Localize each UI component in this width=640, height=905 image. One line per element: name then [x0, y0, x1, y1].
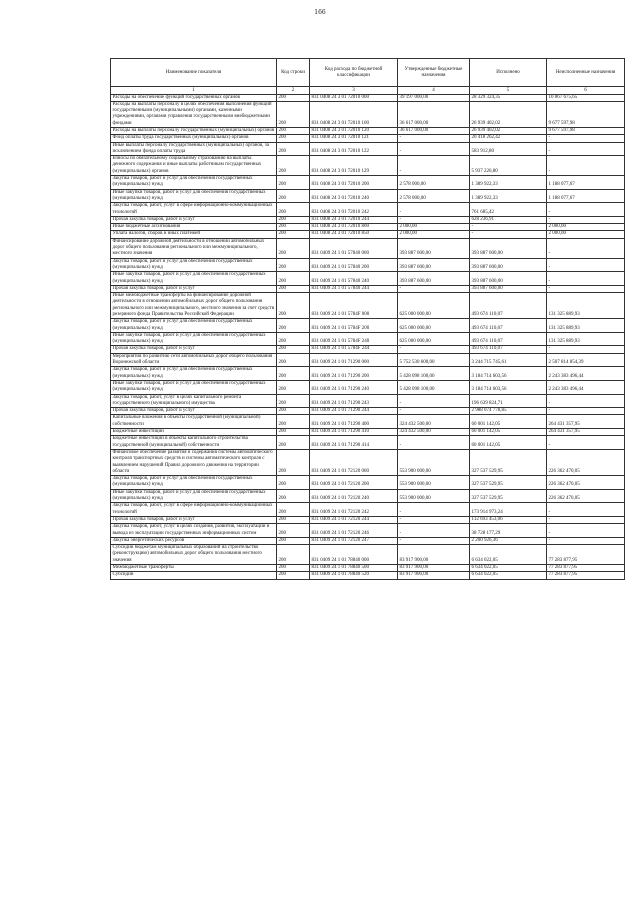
row-executed: 26 939 402,02 [470, 127, 547, 134]
row-approved: 5 428 098 100,00 [398, 380, 470, 394]
row-unexecuted: - [547, 285, 625, 292]
table-row [111, 176, 625, 190]
row-name: Иные межбюджетные трансферты на финансирование дорожной деятельности в отношении автомобильных дорог общего пользования регионального или межмуниципального, местного значения за счет средств резервного фонда Правительства Российской Федерации [111, 293, 277, 319]
row-line-code: 200 [277, 353, 310, 367]
row-unexecuted: - [547, 142, 625, 156]
row-executed: 583 912,80 [470, 142, 547, 156]
row-approved: - [398, 135, 470, 142]
row-name: Иные закупки товаров, работ и услуг для обеспечения государственных (муниципальных) нужд [111, 189, 277, 203]
table-row [111, 231, 625, 238]
table-row [111, 101, 625, 127]
table-row [111, 449, 625, 475]
table-row [111, 293, 625, 319]
table-row [111, 429, 625, 436]
row-budget-code: 831 0408 24 3 01 72010 200 [310, 176, 398, 190]
row-approved: - [398, 537, 470, 544]
row-name: Закупка товаров, работ и услуг для обеспечения государственных (муниципальных) нужд [111, 476, 277, 490]
row-budget-code: 831 0408 24 3 01 72010 121 [310, 135, 398, 142]
header-unexecuted: Неисполненные назначения [547, 59, 625, 87]
row-unexecuted: - [547, 258, 625, 272]
row-name: Мероприятия по развитию сети автомобильных дорог общего пользования Воронежской области [111, 353, 277, 367]
row-unexecuted: - [547, 516, 625, 523]
row-executed: 6 634 022,05 [470, 564, 547, 571]
row-name: Уплата налогов, сборов и иных платежей [111, 231, 277, 238]
row-unexecuted: - [547, 238, 625, 258]
row-executed: 327 537 529,95 [470, 489, 547, 503]
row-unexecuted: 131 325 889,93 [547, 319, 625, 333]
row-approved: - [398, 408, 470, 415]
row-approved: 2 578 000,00 [398, 176, 470, 190]
row-executed: 60 001 142,05 [470, 429, 547, 436]
row-budget-code: 831 0409 24 1 01 71290 000 [310, 353, 398, 367]
row-approved: - [398, 516, 470, 523]
row-line-code: 200 [277, 189, 310, 203]
row-approved: - [398, 203, 470, 217]
table-row [111, 238, 625, 258]
row-budget-code: 831 0409 24 1 01 57840 240 [310, 272, 398, 286]
row-line-code: 200 [277, 238, 310, 258]
row-unexecuted: - [547, 436, 625, 450]
row-unexecuted: 264 431 357,95 [547, 415, 625, 429]
table-row [111, 516, 625, 523]
row-executed: 1 389 922,33 [470, 176, 547, 190]
row-approved: 2 000,00 [398, 231, 470, 238]
table-row [111, 332, 625, 346]
column-number: 6 [547, 87, 625, 95]
row-name: Иные закупки товаров, работ и услуг для обеспечения государственных (муниципальных) нужд [111, 272, 277, 286]
table-row [111, 319, 625, 333]
row-budget-code: 831 0409 24 1 01 72120 244 [310, 516, 398, 523]
row-executed: - [470, 231, 547, 238]
header-budget-code: Код расхода по бюджетной классификации [310, 59, 398, 87]
row-name: Закупка товаров, работ и услуг для обеспечения государственных (муниципальных) нужд [111, 258, 277, 272]
row-line-code: 200 [277, 346, 310, 353]
row-unexecuted: 2 000,00 [547, 224, 625, 231]
row-budget-code: 831 0409 24 1 01 5784F 000 [310, 293, 398, 319]
row-approved: 83 917 900,00 [398, 564, 470, 571]
row-unexecuted: 2 243 383 496,44 [547, 367, 625, 381]
table-row [111, 537, 625, 544]
table-row [111, 436, 625, 450]
row-line-code: 200 [277, 216, 310, 223]
table-row [111, 285, 625, 292]
header-approved: Утвержденные бюджетные назначения [398, 59, 470, 87]
row-approved: - [398, 346, 470, 353]
row-unexecuted: 1 188 077,67 [547, 176, 625, 190]
row-executed: 26 939 402,02 [470, 101, 547, 127]
row-budget-code: 831 0408 24 3 01 72010 100 [310, 101, 398, 127]
row-executed: 3 184 714 603,56 [470, 380, 547, 394]
page-number: 166 [314, 9, 326, 16]
row-executed: 6 634 022,05 [470, 572, 547, 579]
row-name: Фонд оплаты труда государственных (муниципальных) органов [111, 135, 277, 142]
row-budget-code: 831 0409 24 1 01 57840 200 [310, 258, 398, 272]
row-budget-code: 831 0409 24 1 01 78840 000 [310, 545, 398, 565]
row-approved: - [398, 524, 470, 538]
row-unexecuted: - [547, 524, 625, 538]
row-line-code: 200 [277, 415, 310, 429]
row-budget-code: 831 0409 24 1 01 57840 244 [310, 285, 398, 292]
row-approved: 553 900 000,00 [398, 476, 470, 490]
row-unexecuted: 77 283 877,95 [547, 572, 625, 579]
row-approved: - [398, 285, 470, 292]
row-approved: 553 900 000,00 [398, 449, 470, 475]
table-row [111, 415, 625, 429]
row-name: Расходы на выплаты персоналу государственных (муниципальных) органов [111, 127, 277, 134]
row-approved: 2 000,00 [398, 224, 470, 231]
row-budget-code: 831 0408 24 3 01 72010 000 [310, 94, 398, 101]
table-row [111, 545, 625, 565]
column-number: 4 [398, 87, 470, 95]
row-line-code: 200 [277, 332, 310, 346]
row-unexecuted: 9 677 597,98 [547, 101, 625, 127]
row-unexecuted: 2 243 383 496,44 [547, 380, 625, 394]
table-row [111, 394, 625, 408]
row-line-code: 200 [277, 489, 310, 503]
row-line-code: 200 [277, 476, 310, 490]
column-number: 2 [277, 87, 310, 95]
row-budget-code: 831 0408 24 3 01 72010 129 [310, 156, 398, 176]
row-line-code: 200 [277, 142, 310, 156]
row-budget-code: 831 0409 24 1 01 72120 000 [310, 449, 398, 475]
row-approved: 625 000 000,00 [398, 332, 470, 346]
row-line-code: 200 [277, 503, 310, 517]
row-executed: 38 728 177,29 [470, 524, 547, 538]
row-approved: 553 900 000,00 [398, 489, 470, 503]
row-executed: 3 244 715 745,61 [470, 353, 547, 367]
header-name: Наименование показателя [111, 59, 277, 87]
table-row [111, 353, 625, 367]
row-executed: 2 200 926,36 [470, 537, 547, 544]
table-row [111, 94, 625, 101]
row-budget-code: 831 0409 24 1 01 78840 520 [310, 572, 398, 579]
row-approved: - [398, 503, 470, 517]
row-line-code: 200 [277, 258, 310, 272]
table-row [111, 142, 625, 156]
row-budget-code: 831 0409 24 1 01 78840 500 [310, 564, 398, 571]
table-header [111, 59, 625, 87]
row-unexecuted: - [547, 203, 625, 217]
row-line-code: 200 [277, 224, 310, 231]
row-name: Иные выплаты персоналу государственных (муниципальных) органов, за исключением фонда оплаты труда [111, 142, 277, 156]
row-line-code: 200 [277, 572, 310, 579]
row-executed: 3 184 714 603,56 [470, 367, 547, 381]
row-unexecuted: - [547, 346, 625, 353]
row-unexecuted: - [547, 537, 625, 544]
row-budget-code: 831 0409 24 1 01 5784F 200 [310, 319, 398, 333]
row-unexecuted: 226 362 470,05 [547, 476, 625, 490]
row-executed: 327 537 529,95 [470, 449, 547, 475]
row-budget-code: 831 0408 24 3 01 72010 244 [310, 216, 398, 223]
row-unexecuted: - [547, 216, 625, 223]
row-unexecuted: 226 362 470,05 [547, 489, 625, 503]
row-executed: 327 537 529,95 [470, 476, 547, 490]
row-approved: 2 578 000,00 [398, 189, 470, 203]
row-line-code: 200 [277, 272, 310, 286]
row-name: Закупка товаров, работ, услуг в сфере информационно-коммуникационных технологий [111, 203, 277, 217]
row-approved: 83 917 900,00 [398, 545, 470, 565]
row-line-code: 200 [277, 429, 310, 436]
row-budget-code: 831 0409 24 1 01 71290 244 [310, 408, 398, 415]
row-name: Субсидии [111, 572, 277, 579]
row-executed: 6 634 022,05 [470, 545, 547, 565]
row-unexecuted: - [547, 408, 625, 415]
row-executed: 196 639 824,71 [470, 394, 547, 408]
column-number: 5 [470, 87, 547, 95]
row-budget-code: 831 0409 24 1 01 57840 000 [310, 238, 398, 258]
row-approved: 393 887 600,00 [398, 258, 470, 272]
row-unexecuted: 131 325 889,93 [547, 293, 625, 319]
row-unexecuted: 77 283 877,95 [547, 564, 625, 571]
row-name: Взносы по обязательному социальному страхованию на выплаты денежного содержания и иные выплаты работникам государственных (муниципальных) органов [111, 156, 277, 176]
row-executed: 393 887 600,00 [470, 285, 547, 292]
row-name: Закупка товаров, работ, услуг в целях капитального ремонта государственного (муниципального) имущества [111, 394, 277, 408]
row-line-code: 200 [277, 545, 310, 565]
row-name: Прочая закупка товаров, работ и услуг [111, 216, 277, 223]
row-executed: 393 887 600,00 [470, 272, 547, 286]
row-name: Закупка товаров, работ и услуг для обеспечения государственных (муниципальных) нужд [111, 176, 277, 190]
row-approved: 39 197 000,00 [398, 94, 470, 101]
row-budget-code: 831 0409 24 1 01 71290 400 [310, 415, 398, 429]
row-line-code: 200 [277, 156, 310, 176]
row-line-code: 200 [277, 319, 310, 333]
row-budget-code: 831 0409 24 1 01 72120 242 [310, 503, 398, 517]
row-budget-code: 831 0409 24 1 01 72120 246 [310, 524, 398, 538]
row-line-code: 200 [277, 380, 310, 394]
row-name: Финансовое обеспечение развития и содержания системы автоматического контроля транспортных средств и системы автоматического контроля с выявлением нарушений Правил дорожного движения на территории области [111, 449, 277, 475]
row-line-code: 200 [277, 285, 310, 292]
table-row [111, 127, 625, 134]
row-name: Закупка товаров, работ, услуг в целях создания, развития, эксплуатации и вывода из эксплуатации государственных информационных систем [111, 524, 277, 538]
row-executed: - [470, 224, 547, 231]
row-name: Закупка товаров, работ, услуг в сфере информационно-коммуникационных технологий [111, 503, 277, 517]
row-approved: 393 887 600,00 [398, 272, 470, 286]
row-executed: 173 914 973,24 [470, 503, 547, 517]
table-row [111, 216, 625, 223]
row-name: Иные закупки товаров, работ и услуг для обеспечения государственных (муниципальных) нужд [111, 332, 277, 346]
row-executed: 1 389 922,33 [470, 189, 547, 203]
row-budget-code: 831 0409 24 1 01 71290 200 [310, 367, 398, 381]
row-approved: - [398, 394, 470, 408]
row-approved: 625 000 000,00 [398, 319, 470, 333]
row-name: Прочая закупка товаров, работ и услуг [111, 346, 277, 353]
row-unexecuted: 131 325 889,93 [547, 332, 625, 346]
row-line-code: 200 [277, 408, 310, 415]
row-line-code: 200 [277, 176, 310, 190]
row-line-code: 200 [277, 524, 310, 538]
row-approved: - [398, 156, 470, 176]
table-row [111, 380, 625, 394]
table-row [111, 367, 625, 381]
table-row [111, 564, 625, 571]
table-row [111, 503, 625, 517]
table-row [111, 476, 625, 490]
row-name: Капитальные вложения в объекты государственной (муниципальной) собственности [111, 415, 277, 429]
row-unexecuted: - [547, 272, 625, 286]
row-approved: 5 428 098 100,00 [398, 367, 470, 381]
row-name: Финансирование дорожной деятельности в отношении автомобильных дорог общего пользования регионального или межмуниципального, местного значения [111, 238, 277, 258]
row-approved: 324 432 500,00 [398, 429, 470, 436]
row-approved: - [398, 216, 470, 223]
row-executed: 2 988 074 778,85 [470, 408, 547, 415]
row-approved: 5 752 530 600,00 [398, 353, 470, 367]
row-name: Прочая закупка товаров, работ и услуг [111, 408, 277, 415]
row-executed: 60 001 142,05 [470, 415, 547, 429]
row-name: Расходы на обеспечение функций государственных органов [111, 94, 277, 101]
row-executed: 761 685,42 [470, 203, 547, 217]
table-row [111, 189, 625, 203]
row-executed: 493 674 110,07 [470, 332, 547, 346]
row-budget-code: 831 0409 24 1 01 5784F 240 [310, 332, 398, 346]
row-budget-code: 831 0408 24 3 01 72010 242 [310, 203, 398, 217]
row-budget-code: 831 0409 24 1 01 5784F 244 [310, 346, 398, 353]
row-name: Закупка энергетических ресурсов [111, 537, 277, 544]
row-budget-code: 831 0409 24 1 01 72120 247 [310, 537, 398, 544]
row-approved: 36 617 000,00 [398, 127, 470, 134]
row-line-code: 200 [277, 231, 310, 238]
row-line-code: 200 [277, 436, 310, 450]
row-approved: 393 887 600,00 [398, 238, 470, 258]
row-budget-code: 831 0408 24 3 01 72010 850 [310, 231, 398, 238]
row-unexecuted: - [547, 135, 625, 142]
row-executed: 493 674 110,07 [470, 319, 547, 333]
row-unexecuted: - [547, 503, 625, 517]
row-unexecuted: 1 188 077,67 [547, 189, 625, 203]
row-name: Закупка товаров, работ и услуг для обеспечения государственных (муниципальных) нужд [111, 367, 277, 381]
budget-execution-table [110, 58, 625, 580]
column-number: 1 [111, 87, 277, 95]
row-unexecuted: - [547, 394, 625, 408]
row-line-code: 200 [277, 101, 310, 127]
row-line-code: 200 [277, 367, 310, 381]
row-line-code: 200 [277, 537, 310, 544]
row-line-code: 200 [277, 394, 310, 408]
table-row [111, 135, 625, 142]
row-name: Расходы на выплаты персоналу в целях обеспечения выполнения функций государственными (муниципальными) органами, казенными учреждениями, органами управления государственными внебюджетными фондами [111, 101, 277, 127]
table-row [111, 489, 625, 503]
row-name: Бюджетные инвестиции [111, 429, 277, 436]
row-line-code: 200 [277, 564, 310, 571]
row-executed: 628 236,91 [470, 216, 547, 223]
row-name: Прочая закупка товаров, работ и услуг [111, 516, 277, 523]
row-line-code: 200 [277, 127, 310, 134]
row-unexecuted: 226 362 470,05 [547, 449, 625, 475]
row-budget-code: 831 0408 24 3 01 72010 122 [310, 142, 398, 156]
column-number: 3 [310, 87, 398, 95]
row-line-code: 200 [277, 203, 310, 217]
row-budget-code: 831 0408 24 3 01 72010 240 [310, 189, 398, 203]
row-name: Иные закупки товаров, работ и услуг для обеспечения государственных (муниципальных) нужд [111, 380, 277, 394]
table-row [111, 203, 625, 217]
row-name: Иные бюджетные ассигнования [111, 224, 277, 231]
row-line-code: 200 [277, 293, 310, 319]
row-line-code: 200 [277, 94, 310, 101]
row-executed: 112 693 453,06 [470, 516, 547, 523]
row-unexecuted: 264 431 357,95 [547, 429, 625, 436]
table-row [111, 224, 625, 231]
row-budget-code: 831 0409 24 1 01 72120 200 [310, 476, 398, 490]
row-budget-code: 831 0408 24 3 01 72010 120 [310, 127, 398, 134]
row-unexecuted: 10 867 675,65 [547, 94, 625, 101]
row-budget-code: 831 0409 24 1 01 71290 410 [310, 429, 398, 436]
row-unexecuted: 9 677 597,98 [547, 127, 625, 134]
table-row [111, 272, 625, 286]
row-approved: 625 000 000,00 [398, 293, 470, 319]
table-row [111, 524, 625, 538]
row-approved: 324 432 500,00 [398, 415, 470, 429]
row-approved: - [398, 142, 470, 156]
row-executed: 393 887 600,00 [470, 258, 547, 272]
row-unexecuted: 2 507 814 854,39 [547, 353, 625, 367]
row-name: Бюджетные инвестиции в объекты капитального строительства государственной (муниципальной) собственности [111, 436, 277, 450]
row-executed: 493 674 110,07 [470, 293, 547, 319]
table-row [111, 156, 625, 176]
row-name: Прочая закупка товаров, работ и услуг [111, 285, 277, 292]
header-line-code: Код строки [277, 59, 310, 87]
row-budget-code: 831 0409 24 1 01 72120 240 [310, 489, 398, 503]
row-line-code: 200 [277, 516, 310, 523]
row-executed: 493 674 110,07 [470, 346, 547, 353]
row-budget-code: 831 0409 24 1 01 71290 243 [310, 394, 398, 408]
row-executed: 28 329 324,35 [470, 94, 547, 101]
row-executed: 20 418 262,42 [470, 135, 547, 142]
row-name: Иные закупки товаров, работ и услуг для обеспечения государственных (муниципальных) нужд [111, 489, 277, 503]
row-budget-code: 831 0409 24 1 01 71290 414 [310, 436, 398, 450]
row-executed: 5 937 226,80 [470, 156, 547, 176]
row-executed: 393 887 600,00 [470, 238, 547, 258]
row-unexecuted: 77 283 877,95 [547, 545, 625, 565]
row-executed: 60 001 142,05 [470, 436, 547, 450]
row-unexecuted: 2 000,00 [547, 231, 625, 238]
row-line-code: 200 [277, 135, 310, 142]
row-approved: - [398, 436, 470, 450]
column-number-row [111, 87, 625, 95]
row-unexecuted: - [547, 156, 625, 176]
header-executed: Исполнено [470, 59, 547, 87]
row-name: Субсидии бюджетам муниципальных образований на строительство (реконструкцию) автомобильных дорог общего пользования местного значения [111, 545, 277, 565]
table-body [111, 87, 625, 580]
row-line-code: 200 [277, 449, 310, 475]
row-name: Межбюджетные трансферты [111, 564, 277, 571]
table-row [111, 572, 625, 579]
row-budget-code: 831 0409 24 1 01 71290 240 [310, 380, 398, 394]
table-row [111, 346, 625, 353]
row-approved: 83 917 900,00 [398, 572, 470, 579]
table-row [111, 408, 625, 415]
table-row [111, 258, 625, 272]
row-name: Закупка товаров, работ и услуг для обеспечения государственных (муниципальных) нужд [111, 319, 277, 333]
row-budget-code: 831 0408 24 3 01 72010 800 [310, 224, 398, 231]
row-approved: 36 617 000,00 [398, 101, 470, 127]
